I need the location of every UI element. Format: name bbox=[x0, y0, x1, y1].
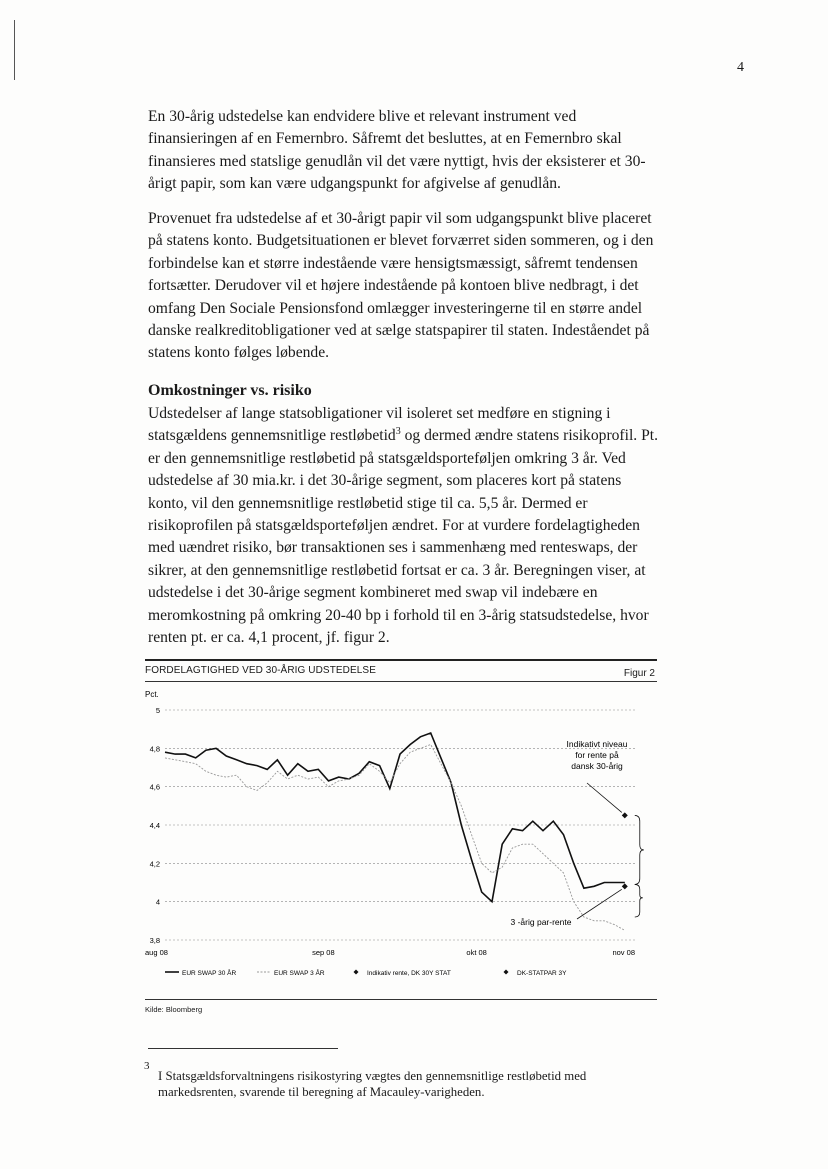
section-heading: Omkostninger vs. risiko bbox=[148, 382, 312, 399]
annotation-top-line: Indikativt niveau bbox=[566, 739, 628, 749]
brace-lower bbox=[635, 884, 643, 917]
footnote-number: 3 bbox=[144, 1060, 150, 1072]
x-tick-label: aug 08 bbox=[145, 948, 168, 957]
y-tick-label: 4,6 bbox=[149, 782, 160, 792]
footnote-rule bbox=[148, 1048, 338, 1049]
margin-mark bbox=[14, 20, 15, 80]
y-tick-label: 4 bbox=[155, 897, 160, 907]
series-line bbox=[165, 733, 625, 902]
paragraph-part-a: Udstedelser af lange statsobligationer vil isoleret set medføre en stigning i statsgældens gennemsnitlige restløbetid bbox=[148, 405, 611, 445]
figure-2 bbox=[145, 659, 657, 1019]
series-line bbox=[165, 745, 625, 931]
annotation-top-line: dansk 30-årig bbox=[571, 761, 623, 771]
legend-marker bbox=[504, 970, 509, 975]
x-tick-label: sep 08 bbox=[312, 948, 335, 957]
page-number: 4 bbox=[737, 60, 744, 75]
y-tick-label: 4,2 bbox=[149, 859, 160, 869]
y-tick-label: 4,8 bbox=[149, 744, 160, 754]
y-axis-label: Pct. bbox=[145, 690, 159, 699]
legend-label: DK-STATPAR 3Y bbox=[517, 970, 567, 977]
footnote-ref[interactable]: 3 bbox=[395, 426, 401, 438]
annotation-top-arrow bbox=[587, 783, 622, 812]
y-tick-label: 4,4 bbox=[149, 821, 160, 830]
legend-label: EUR SWAP 3 ÅR bbox=[274, 970, 325, 977]
figure-bottom-rule bbox=[145, 999, 657, 1000]
footnote-text: I Statsgældsforvaltningens risikostyring vægtes den gennemsnitlige restløbetid med markedsrenten, svarende til beregning af Macauley-varigheden. bbox=[158, 1069, 587, 1099]
annotation-bottom-arrow bbox=[577, 889, 622, 919]
brace-upper bbox=[635, 815, 644, 884]
annotation-top-line: for rente på bbox=[575, 750, 619, 760]
x-tick-label: okt 08 bbox=[466, 948, 487, 957]
series-marker bbox=[622, 812, 628, 818]
y-tick-label: 3,8 bbox=[149, 936, 160, 945]
paragraph-femernbro: En 30-årig udstedelse kan endvidere blive et relevant instrument ved finansieringen af en Femernbro. Såfremt det besluttes, at en Femernbro skal finansieres med statslige genudlån vil det være nyttigt, hvis der eksisterer et 30-årigt papir, som kan være udgangspunkt for afgivelse af genudlån. bbox=[148, 108, 646, 193]
paragraph-part-b: og dermed ændre statens risikoprofil. Pt. er den gennemsnitlige restløbetid på statsgældsporteføljen omkring 3 år. Ved udstedelse af 30 mia.kr. i det 30-årige segment, som placeres kort på statens konto, vil den gennemsnitlige restløbetid stige til ca. 5,5 år. Dermed er risikoprofilen på statsgældsporteføljen ændret. For at vurdere fordelagtigheden med uændret risiko, bør transaktionen ses i sammenhæng med renteswaps, der sikrer, at den gennemsnitlige restløbetid fortsat er ca. 3 år. Beregningen viser, at udstedelse i det 30-årige segment kombineret med swap vil indebære en meromkostning på omkring 20-40 bp i forhold til en 3-årig statsudstedelse, hvor renten pt. er ca. 4,1 procent, jf. figur 2. bbox=[148, 427, 658, 647]
series-marker bbox=[622, 883, 628, 889]
figure-label: Figur 2 bbox=[623, 668, 655, 679]
figure-top-rule bbox=[145, 659, 657, 661]
legend-label: EUR SWAP 30 ÅR bbox=[182, 970, 237, 977]
x-tick-label: nov 08 bbox=[612, 948, 635, 957]
figure-title: FORDELAGTIGHED VED 30-ÅRIG UDSTEDELSE bbox=[145, 665, 376, 676]
paragraph-omkostninger bbox=[148, 403, 658, 649]
y-tick-label: 5 bbox=[155, 706, 160, 715]
paragraph-provenue: Provenuet fra udstedelse af et 30-årigt papir vil som udgangspunkt blive placeret på statens konto. Budgetsituationen er blevet forværret siden sommeren, og i den forbindelse kan et større indestående være hensigtsmæssigt, såfremt tendensen fortsætter. Derudover vil et højere indestående på kontoen blive nedbragt, i det omfang Den Sociale Pensionsfond omlægger investeringerne til en større andel danske realkreditobligationer ved at sælge statspapirer til staten. Indeståendet på statens konto følges løbende. bbox=[148, 210, 654, 362]
chart bbox=[145, 685, 657, 995]
figure-title-rule bbox=[145, 681, 657, 682]
legend-label: Indikativ rente, DK 30Y STAT bbox=[367, 970, 451, 977]
figure-source: Kilde: Bloomberg bbox=[145, 1005, 203, 1014]
annotation-bottom: 3 -årig par-rente bbox=[510, 917, 572, 927]
legend-marker bbox=[354, 970, 359, 975]
